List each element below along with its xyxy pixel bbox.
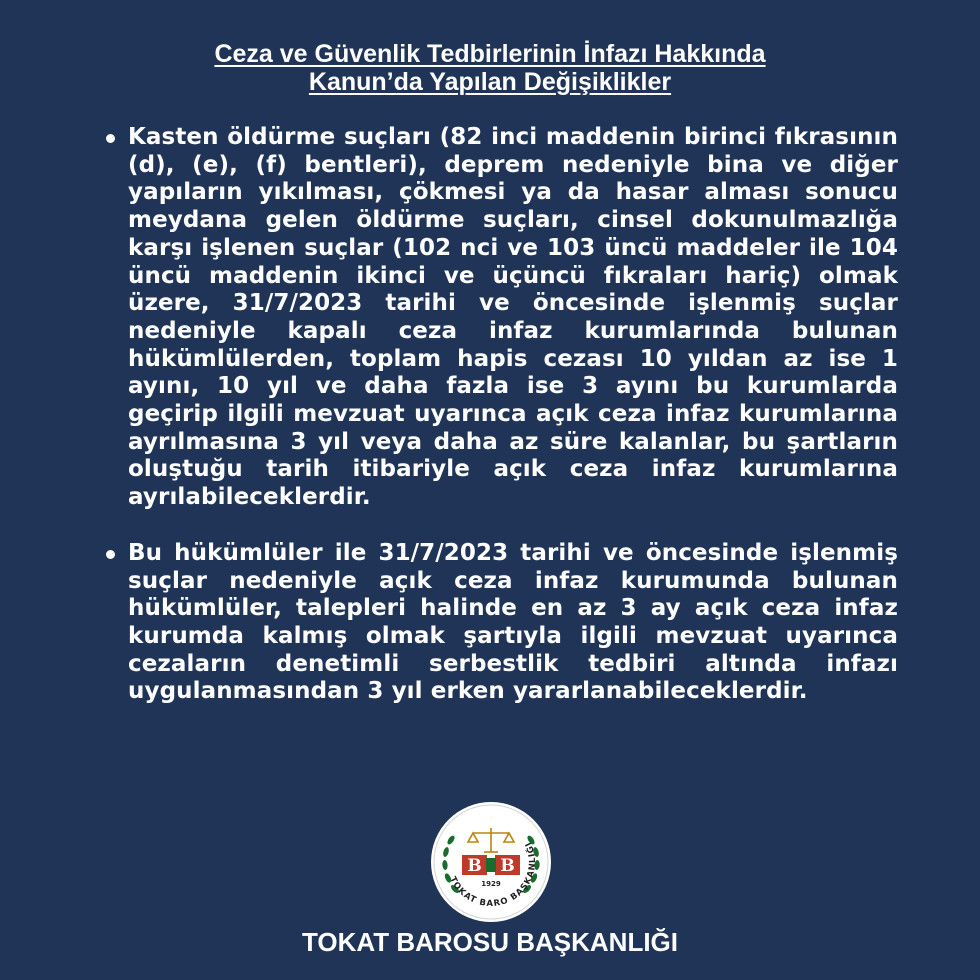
logo-year: 1929 xyxy=(481,880,501,888)
page-title xyxy=(0,40,980,96)
logo-initial-right: B xyxy=(500,856,515,876)
bullet-icon xyxy=(106,134,115,143)
bullet-icon xyxy=(106,550,115,559)
bar-association-logo xyxy=(429,800,553,924)
list-item xyxy=(106,540,898,706)
list-item-text: Kasten öldürme suçları (82 inci maddenin birinci fıkrasının (d), (e), (f) bentleri), deprem nedeniyle bina ve diğer yapıların yıkılması, çökmesi ya da hasar alması sonucu meydana gelen öldürme suçları, cinsel dokunulmazlığa karşı işlenen suçlar (102 nci ve 103 üncü maddeler ile 104 üncü maddenin ikinci ve üçüncü fıkraları hariç) olmak üzere, 31/7/2023 tarihi ve öncesinde işlenmiş suçlar nedeniyle kapalı ceza infaz kurumlarında bulunan hükümlülerden, toplam hapis cezası 10 yıldan az ise 1 ayını, 10 yıl ve daha fazla ise 3 ayını bu kurumlarda geçirip ilgili mevzuat uyarınca açık ceza infaz kurumlarına ayrılmasına 3 yıl veya daha az süre kalanlar, bu şartların oluştuğu tarih itibariyle açık ceza infaz kurumlarına ayrılabileceklerdir. xyxy=(128,124,898,511)
footer-organization-name: TOKAT BAROSU BAŞKANLIĞI xyxy=(301,927,679,957)
logo-ring-text: TOKAT BARO BAŞKANLIĞI xyxy=(447,839,539,910)
title-line-1: Ceza ve Güvenlik Tedbirlerinin İnfazı Hakkında xyxy=(214,40,766,68)
amendments-list xyxy=(106,124,898,706)
list-item-text: Bu hükümlüler ile 31/7/2023 tarihi ve öncesinde işlenmiş suçlar nedeniyle açık ceza infaz kurumunda bulunan hükümlüler, talepleri halinde en az 3 ay açık ceza infaz kurumda kalmış olmak şartıyla ilgili mevzuat uyarınca cezaların denetimli serbestlik tedbiri altında infazı uygulanmasından 3 yıl erken yararlanabileceklerdir. xyxy=(128,539,898,705)
logo-initial-left: B xyxy=(467,856,482,876)
list-item xyxy=(106,124,898,512)
title-line-2: Kanun’da Yapılan Değişiklikler xyxy=(308,68,672,96)
